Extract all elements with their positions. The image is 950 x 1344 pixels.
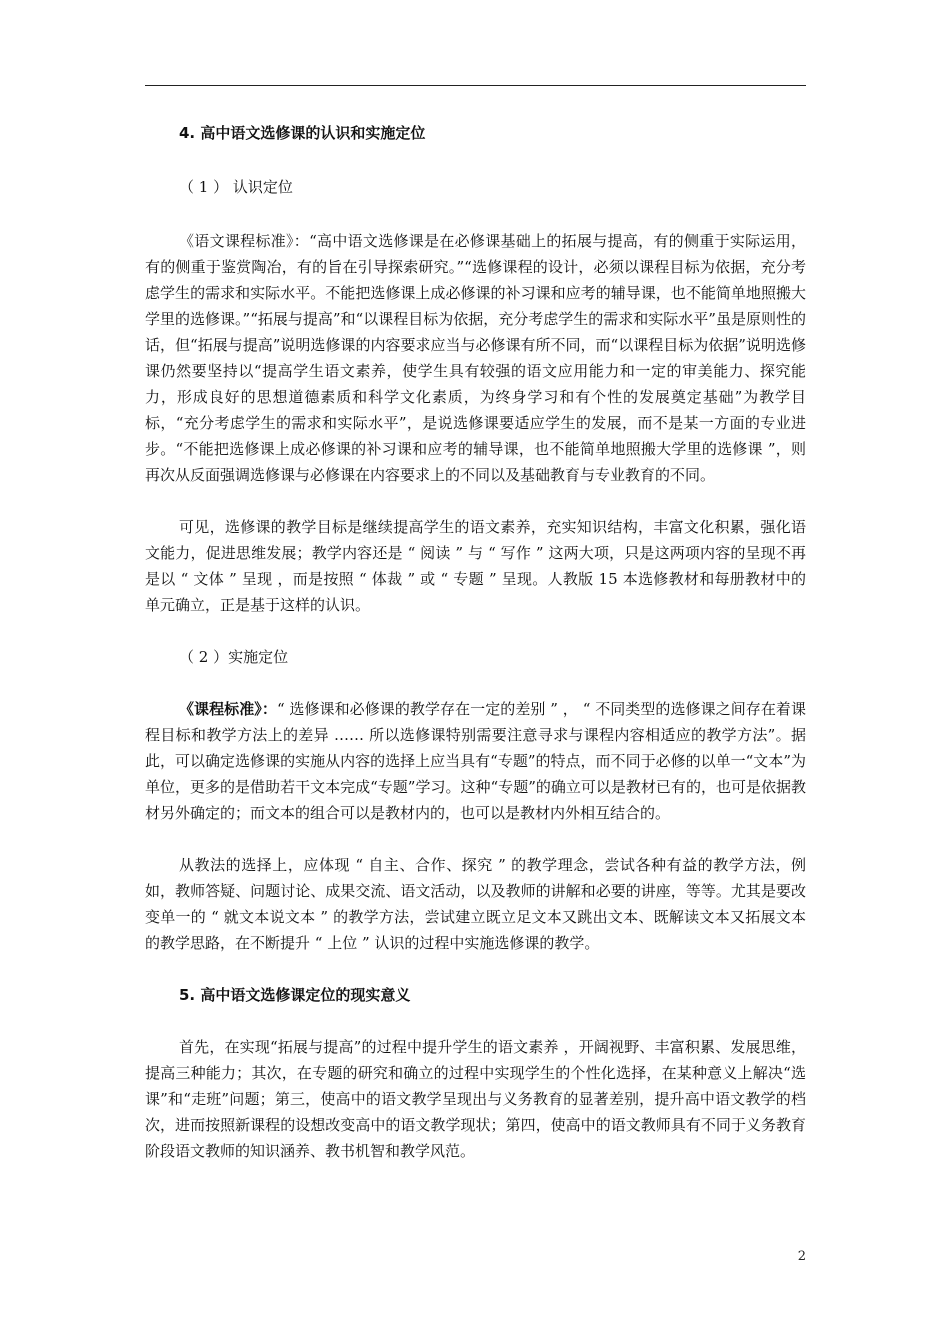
paragraph-teaching-methods: 从教法的选择上，应体现 “ 自主、合作、探究 ” 的教学理念，尝试各种有益的教学方法，例如，教师答疑、问题讨论、成果交流、语文活动，以及教师的讲解和必要的讲座，等等。尤其是要改变单一的 “ 就文本说文本 ” 的教学方法，尝试建立既立足文本又跳出文本、既解读文本又拓展文本的教学思路，在不断提升 “ 上位 ” 认识的过程中实施选修课的教学。 bbox=[145, 856, 806, 952]
paragraph-curriculum-standard: 《语文课程标准》：“高中语文选修课是在必修课基础上的拓展与提高，有的侧重于实际运用，有的侧重于鉴赏陶冶，有的旨在引导探索研究。”“选修课程的设计，必须以课程目标为依据，充分考虑学生的需求和实际水平。不能把选修课上成必修课的补习课和应考的辅导课，也不能简单地照搬大学里的选修课。”“拓展与提高”和“以课程目标为依据，充分考虑学生的需求和实际水平”虽是原则性的话，但“拓展与提高”说明选修课的内容要求应当与必修课有所不同，而“以课程目标为依据”说明选修课仍然要坚持以“提高学生语文素养，使学生具有较强的语文应用能力和一定的审美能力、探究能力，形成良好的思想道德素质和科学文化素质，为终身学习和有个性的发展奠定基础”为教学目标，“充分考虑学生的需求和实际水平”，是说选修课要适应学生的发展，而不是某一方面的专业进步。“不能把选修课上成必修课的补习课和应考的辅导课，也不能简单地照搬大学里的选修课 ”，则再次从反面强调选修课与必修课在内容要求上的不同以及基础教育与专业教育的不同。 bbox=[145, 232, 806, 484]
subsection-1-label: （ 1 ） 认识定位 bbox=[179, 178, 293, 196]
subsection-2-label: （ 2 ）实施定位 bbox=[179, 648, 289, 666]
implementation-text: “ 选修课和必修课的教学存在一定的差别 ” ， “ 不同类型的选修课之间存在着课程目标和教学方法上的差异 …… 所以选修课特别需要注意寻求与课程内容相适应的教学方法”。据此，可以确定选修课的实施从内容的选择上应当具有“专题”的特点，而不同于必修的以单一“文本”为单位，更多的是借助若干文本完成“专题”学习。这种“专题”的确立可以是教材已有的，也可是依据教材另外确定的；而文本的组合可以是教材内的，也可以是教材内外相互结合的。 bbox=[145, 700, 806, 822]
document-body bbox=[145, 120, 806, 1164]
bold-lead-standard: 《课程标准》： bbox=[179, 700, 277, 718]
header-rule bbox=[145, 85, 806, 86]
paragraph-implementation bbox=[145, 696, 806, 826]
section-5-heading: 5. 高中语文选修课定位的现实意义 bbox=[179, 986, 411, 1004]
section-4-heading: 4. 高中语文选修课的认识和实施定位 bbox=[179, 124, 426, 142]
page-number: 2 bbox=[797, 1249, 806, 1264]
paragraph-practical-significance: 首先，在实现“拓展与提高”的过程中提升学生的语文素养 ，开阔视野、丰富积累、发展思维，提高三种能力；其次，在专题的研究和确立的过程中实现学生的个性化选择，在某种意义上解决“选课”和“走班”问题；第三，使高中的语文教学呈现出与义务教育的显著差别，提升高中语文教学的档次，进而按照新课程的设想改变高中的语文教学现状；第四，使高中的语文教师具有不同于义务教育阶段语文教师的知识涵养、教书机智和教学风范。 bbox=[145, 1038, 806, 1160]
paragraph-teaching-goals: 可见，选修课的教学目标是继续提高学生的语文素养，充实知识结构，丰富文化积累，强化语文能力，促进思维发展；教学内容还是 “ 阅读 ” 与 “ 写作 ” 这两大项，只是这两项内容的呈现不再是以 “ 文体 ” 呈现 ，而是按照 “ 体裁 ” 或 “ 专题 ” 呈现。人教版 15 本选修教材和每册教材中的单元确立，正是基于这样的认识。 bbox=[145, 518, 806, 614]
